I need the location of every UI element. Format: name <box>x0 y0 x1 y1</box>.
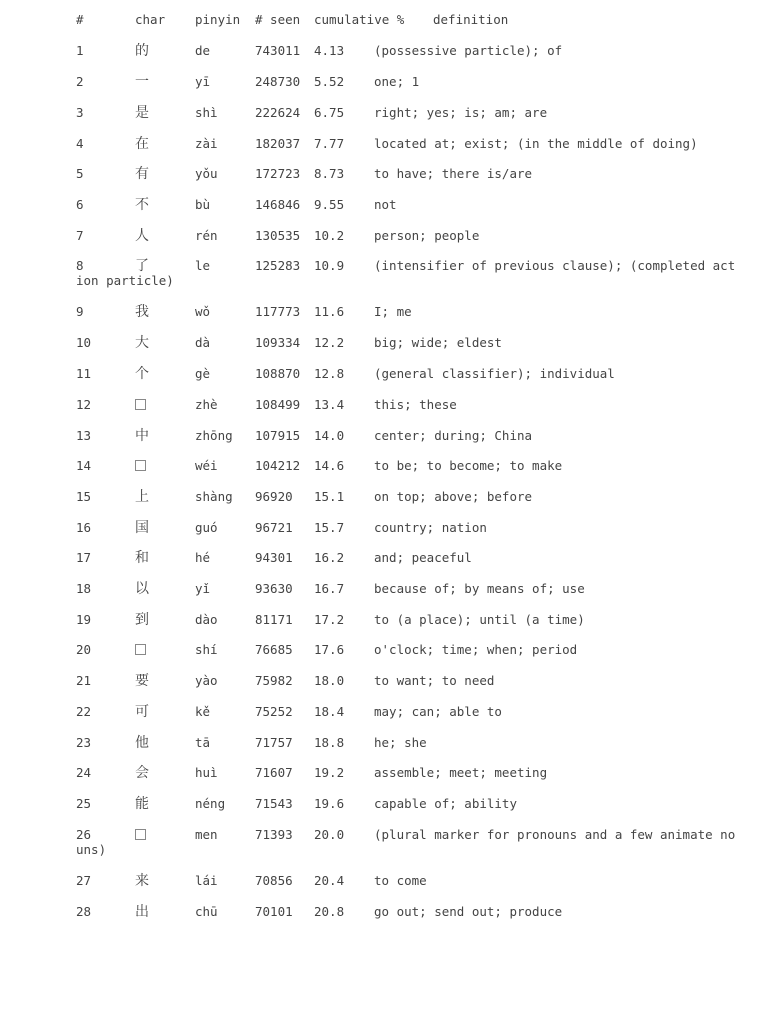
row-pinyin: huì <box>195 765 218 780</box>
row-pinyin: yī <box>195 74 211 89</box>
row-number: 4 <box>76 136 84 151</box>
row-pinyin: shàng <box>195 489 233 504</box>
row-number: 6 <box>76 197 84 212</box>
row-number: 10 <box>76 335 92 350</box>
row-char: 不 <box>135 197 149 213</box>
row-char: 他 <box>135 735 149 751</box>
row-cumulative: 11.6 <box>314 304 345 319</box>
row-cumulative: 4.13 <box>314 43 345 58</box>
row-definition: I; me <box>374 304 412 319</box>
row-cumulative: 6.75 <box>314 105 345 120</box>
row-seen: 71543 <box>255 796 293 811</box>
row-char: 以 <box>135 581 149 597</box>
row-seen: 71757 <box>255 735 293 750</box>
row-seen: 70101 <box>255 904 293 919</box>
table-row <box>0 672 768 690</box>
table-row <box>0 641 768 659</box>
row-definition: he; she <box>374 735 427 750</box>
table-row <box>0 549 768 567</box>
header-num: # <box>76 12 84 27</box>
row-definition: one; 1 <box>374 74 420 89</box>
row-definition: go out; send out; produce <box>374 904 563 919</box>
row-pinyin: dào <box>195 612 218 627</box>
row-seen: 108870 <box>255 366 301 381</box>
row-cumulative: 13.4 <box>314 397 345 412</box>
row-number: 14 <box>76 458 92 473</box>
row-pinyin: gè <box>195 366 211 381</box>
row-cumulative: 19.2 <box>314 765 345 780</box>
row-pinyin: bù <box>195 197 211 212</box>
table-row <box>0 734 768 752</box>
row-char: 到 <box>135 612 149 628</box>
row-char: 可 <box>135 704 149 720</box>
row-number: 12 <box>76 397 92 412</box>
row-definition: o'clock; time; when; period <box>374 642 578 657</box>
row-definition: (possessive particle); of <box>374 43 563 58</box>
row-pinyin: zhōng <box>195 428 233 443</box>
row-definition: center; during; China <box>374 428 533 443</box>
row-char: 人 <box>135 228 149 244</box>
row-pinyin: le <box>195 258 211 273</box>
row-seen: 743011 <box>255 43 301 58</box>
row-cumulative: 20.8 <box>314 904 345 919</box>
row-seen: 71607 <box>255 765 293 780</box>
table-row <box>0 872 768 890</box>
row-pinyin: yǒu <box>195 166 218 181</box>
missing-glyph-icon <box>135 641 146 659</box>
table-row <box>0 519 768 537</box>
row-number: 7 <box>76 228 84 243</box>
row-number: 22 <box>76 704 92 719</box>
row-definition: to be; to become; to make <box>374 458 563 473</box>
row-number: 25 <box>76 796 92 811</box>
row-number: 24 <box>76 765 92 780</box>
row-seen: 146846 <box>255 197 301 212</box>
row-definition: not <box>374 197 397 212</box>
row-number: 27 <box>76 873 92 888</box>
row-pinyin: de <box>195 43 211 58</box>
row-char: 一 <box>135 74 149 90</box>
row-seen: 222624 <box>255 105 301 120</box>
row-definition-continuation: uns) <box>76 842 107 857</box>
row-definition: (general classifier); individual <box>374 366 615 381</box>
row-number: 3 <box>76 105 84 120</box>
row-seen: 70856 <box>255 873 293 888</box>
row-number: 20 <box>76 642 92 657</box>
row-definition: this; these <box>374 397 457 412</box>
row-cumulative: 10.9 <box>314 258 345 273</box>
row-seen: 94301 <box>255 550 293 565</box>
table-row <box>0 795 768 813</box>
row-cumulative: 10.2 <box>314 228 345 243</box>
row-char: 中 <box>135 428 149 444</box>
row-definition: and; peaceful <box>374 550 472 565</box>
table-row <box>0 488 768 506</box>
table-row <box>0 196 768 214</box>
row-number: 18 <box>76 581 92 596</box>
row-seen: 75982 <box>255 673 293 688</box>
row-number: 15 <box>76 489 92 504</box>
row-char: 和 <box>135 550 149 566</box>
row-cumulative: 5.52 <box>314 74 345 89</box>
row-char: 的 <box>135 43 149 59</box>
row-char: 是 <box>135 105 149 121</box>
row-char: 要 <box>135 673 149 689</box>
row-pinyin: néng <box>195 796 226 811</box>
row-number: 21 <box>76 673 92 688</box>
missing-glyph-icon <box>135 396 146 414</box>
row-definition: located at; exist; (in the middle of doing) <box>374 136 698 151</box>
row-pinyin: shí <box>195 642 218 657</box>
row-seen: 96920 <box>255 489 293 504</box>
row-char: 来 <box>135 873 149 889</box>
row-pinyin: tā <box>195 735 211 750</box>
row-cumulative: 12.2 <box>314 335 345 350</box>
table-row <box>0 334 768 352</box>
table-row <box>0 903 768 921</box>
row-pinyin: shì <box>195 105 218 120</box>
row-pinyin: chū <box>195 904 218 919</box>
header-cumulative: cumulative % <box>314 12 405 27</box>
row-cumulative: 14.6 <box>314 458 345 473</box>
row-number: 9 <box>76 304 84 319</box>
row-number: 2 <box>76 74 84 89</box>
row-definition: to want; to need <box>374 673 495 688</box>
table-row <box>0 396 768 414</box>
row-definition: assemble; meet; meeting <box>374 765 548 780</box>
row-definition: because of; by means of; use <box>374 581 585 596</box>
row-definition: on top; above; before <box>374 489 533 504</box>
row-number: 26 <box>76 827 92 842</box>
row-number: 5 <box>76 166 84 181</box>
row-seen: 248730 <box>255 74 301 89</box>
row-seen: 81171 <box>255 612 293 627</box>
table-row <box>0 42 768 60</box>
row-char: 出 <box>135 904 149 920</box>
row-cumulative: 14.0 <box>314 428 345 443</box>
row-number: 16 <box>76 520 92 535</box>
table-row <box>0 703 768 721</box>
table-row <box>0 365 768 383</box>
row-seen: 182037 <box>255 136 301 151</box>
row-pinyin: lái <box>195 873 218 888</box>
row-char: 上 <box>135 489 149 505</box>
row-seen: 130535 <box>255 228 301 243</box>
row-cumulative: 16.2 <box>314 550 345 565</box>
header-pinyin: pinyin <box>195 12 241 27</box>
row-number: 13 <box>76 428 92 443</box>
row-pinyin: dà <box>195 335 211 350</box>
header-definition: definition <box>433 12 509 27</box>
row-char: 国 <box>135 520 149 536</box>
row-number: 1 <box>76 43 84 58</box>
row-pinyin: wéi <box>195 458 218 473</box>
table-row <box>0 303 768 321</box>
row-definition: (intensifier of previous clause); (completed act <box>374 258 736 273</box>
row-cumulative: 9.55 <box>314 197 345 212</box>
row-seen: 125283 <box>255 258 301 273</box>
row-seen: 107915 <box>255 428 301 443</box>
row-char: 在 <box>135 136 149 152</box>
row-cumulative: 18.4 <box>314 704 345 719</box>
row-cumulative: 15.7 <box>314 520 345 535</box>
header-char: char <box>135 12 166 27</box>
table-row <box>0 457 768 475</box>
row-cumulative: 7.77 <box>314 136 345 151</box>
row-cumulative: 17.6 <box>314 642 345 657</box>
row-definition: big; wide; eldest <box>374 335 502 350</box>
row-number: 23 <box>76 735 92 750</box>
row-cumulative: 18.0 <box>314 673 345 688</box>
row-seen: 96721 <box>255 520 293 535</box>
row-pinyin: guó <box>195 520 218 535</box>
row-cumulative: 20.0 <box>314 827 345 842</box>
row-seen: 109334 <box>255 335 301 350</box>
row-definition: to have; there is/are <box>374 166 533 181</box>
header-seen: # seen <box>255 12 301 27</box>
table-row <box>0 227 768 245</box>
row-definition: may; can; able to <box>374 704 502 719</box>
row-char: 有 <box>135 166 149 182</box>
table-row <box>0 764 768 782</box>
row-char: 大 <box>135 335 149 351</box>
row-definition: to (a place); until (a time) <box>374 612 585 627</box>
row-pinyin: yǐ <box>195 581 211 596</box>
row-cumulative: 20.4 <box>314 873 345 888</box>
row-seen: 104212 <box>255 458 301 473</box>
row-cumulative: 15.1 <box>314 489 345 504</box>
row-seen: 71393 <box>255 827 293 842</box>
table-header <box>0 11 768 29</box>
row-char: 了 <box>135 258 149 274</box>
row-definition: country; nation <box>374 520 487 535</box>
row-seen: 117773 <box>255 304 301 319</box>
row-pinyin: zhè <box>195 397 218 412</box>
row-pinyin: hé <box>195 550 211 565</box>
row-definition-continuation: ion particle) <box>76 273 174 288</box>
row-cumulative: 8.73 <box>314 166 345 181</box>
table-row <box>0 611 768 629</box>
row-pinyin: men <box>195 827 218 842</box>
row-char: 我 <box>135 304 149 320</box>
row-pinyin: yào <box>195 673 218 688</box>
row-char: 能 <box>135 796 149 812</box>
row-cumulative: 18.8 <box>314 735 345 750</box>
missing-glyph-icon <box>135 457 146 475</box>
table-row <box>0 135 768 153</box>
row-pinyin: kě <box>195 704 211 719</box>
row-char: 会 <box>135 765 149 781</box>
table-row <box>0 580 768 598</box>
row-definition: right; yes; is; am; are <box>374 105 548 120</box>
row-number: 17 <box>76 550 92 565</box>
row-cumulative: 16.7 <box>314 581 345 596</box>
row-number: 19 <box>76 612 92 627</box>
row-definition: (plural marker for pronouns and a few animate no <box>374 827 736 842</box>
row-seen: 93630 <box>255 581 293 596</box>
row-definition: to come <box>374 873 427 888</box>
table-row <box>0 165 768 183</box>
row-cumulative: 17.2 <box>314 612 345 627</box>
row-seen: 172723 <box>255 166 301 181</box>
row-seen: 108499 <box>255 397 301 412</box>
row-seen: 75252 <box>255 704 293 719</box>
row-definition: capable of; ability <box>374 796 517 811</box>
row-seen: 76685 <box>255 642 293 657</box>
row-pinyin: rén <box>195 228 218 243</box>
row-number: 11 <box>76 366 92 381</box>
row-cumulative: 12.8 <box>314 366 345 381</box>
table-row <box>0 104 768 122</box>
row-definition: person; people <box>374 228 480 243</box>
table-row <box>0 73 768 91</box>
row-number: 8 <box>76 258 84 273</box>
table-row <box>0 427 768 445</box>
row-number: 28 <box>76 904 92 919</box>
row-char: 个 <box>135 366 149 382</box>
row-pinyin: zài <box>195 136 218 151</box>
row-cumulative: 19.6 <box>314 796 345 811</box>
row-pinyin: wǒ <box>195 304 211 319</box>
